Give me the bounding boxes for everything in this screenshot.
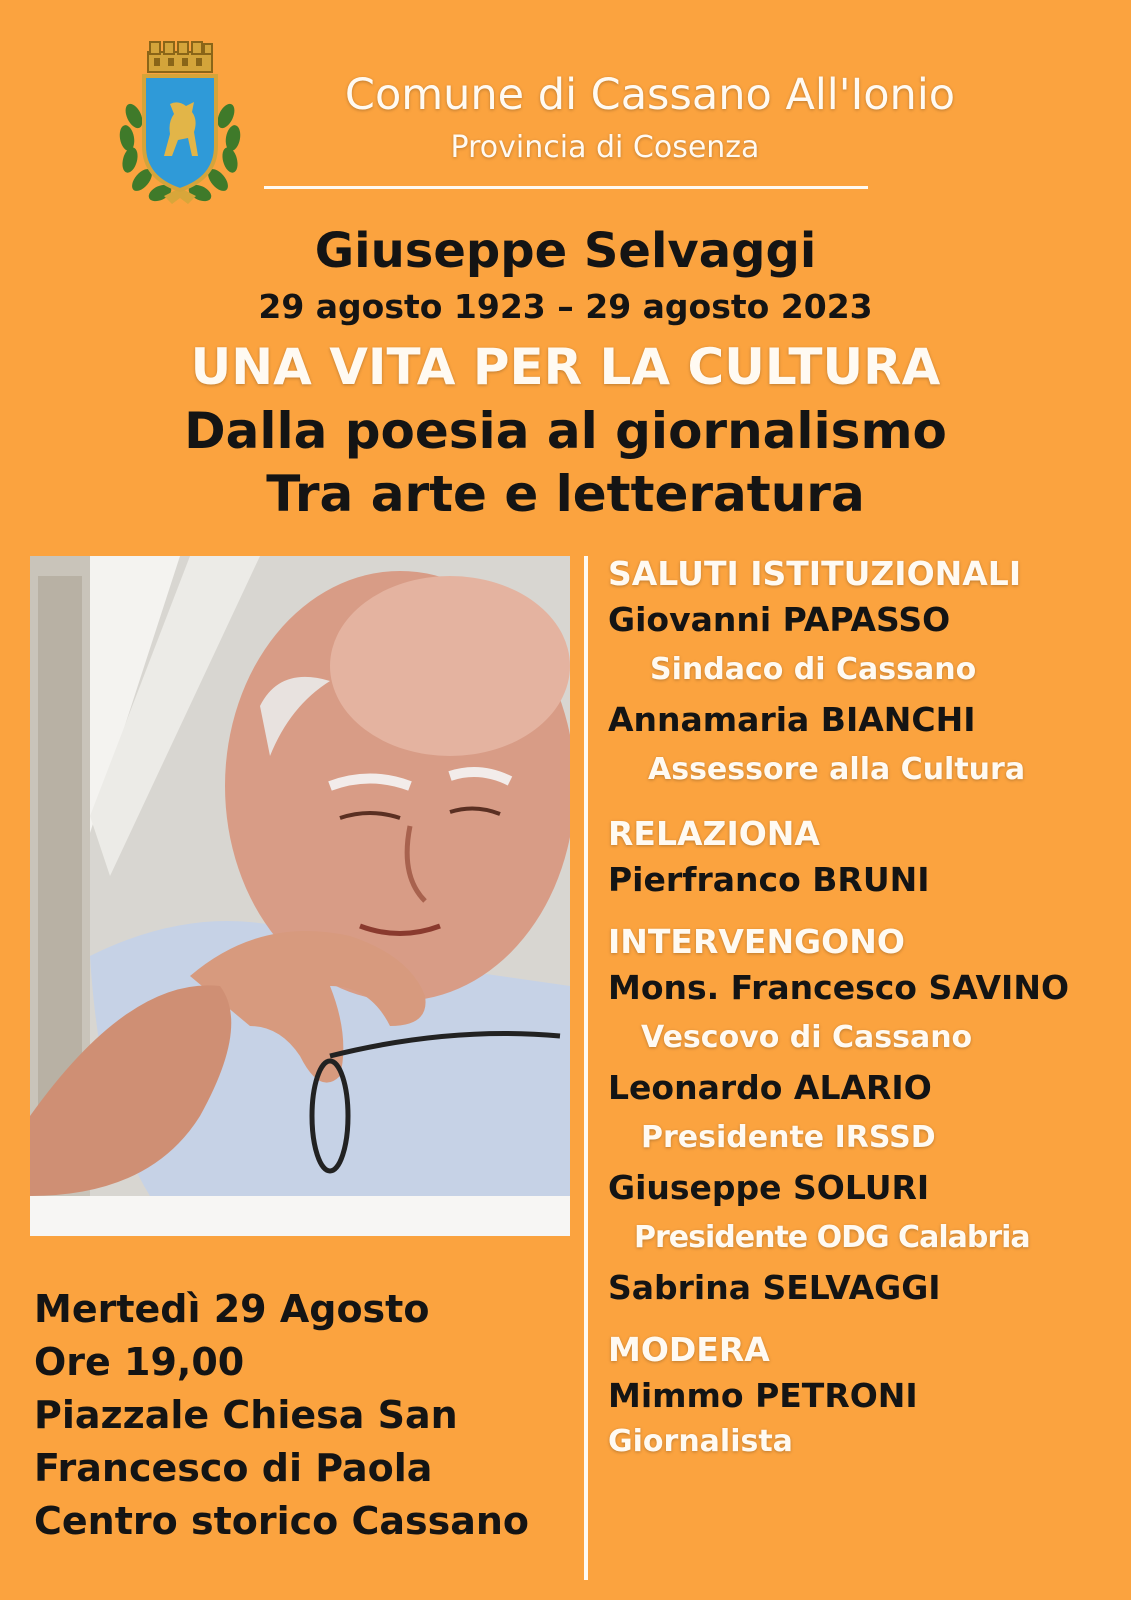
event-headline: UNA VITA PER LA CULTURA <box>190 338 941 396</box>
speaker-role: Sindaco di Cassano <box>650 652 977 687</box>
speaker-name: Leonardo ALARIO <box>608 1068 932 1107</box>
municipality-name: Comune di Cassano All'Ionio <box>344 70 956 120</box>
section-title-speakers: INTERVENGONO <box>608 922 905 961</box>
province-name: Provincia di Cosenza <box>450 130 760 165</box>
event-time: Ore 19,00 <box>34 1340 245 1384</box>
speaker-name: Annamaria BIANCHI <box>608 700 976 739</box>
speaker-role: Giornalista <box>608 1424 793 1459</box>
event-place-line-3: Centro storico Cassano <box>34 1499 530 1543</box>
speaker-role: Vescovo di Cassano <box>641 1020 973 1055</box>
column-divider <box>584 556 588 1580</box>
speaker-name: Giuseppe SOLURI <box>608 1168 930 1207</box>
speaker-name: Mimmo PETRONI <box>608 1376 918 1415</box>
event-details <box>34 1283 594 1548</box>
honoree-name: Giuseppe Selvaggi <box>314 223 817 279</box>
speaker-name: Mons. Francesco SAVINO <box>608 968 1070 1007</box>
commemoration-dates: 29 agosto 1923 – 29 agosto 2023 <box>258 287 873 326</box>
speaker-name: Giovanni PAPASSO <box>608 600 951 639</box>
speaker-role: Presidente ODG Calabria <box>634 1220 1030 1255</box>
portrait-photo <box>30 556 570 1236</box>
coat-of-arms-icon <box>112 38 248 208</box>
header-divider <box>264 186 868 189</box>
speaker-role: Presidente IRSSD <box>641 1120 936 1155</box>
speaker-role: Assessore alla Cultura <box>648 752 1026 787</box>
program-list <box>608 552 1123 1464</box>
speaker-name: Pierfranco BRUNI <box>608 860 930 899</box>
section-title-report: RELAZIONA <box>608 814 820 853</box>
event-place-line-1: Piazzale Chiesa San <box>34 1393 458 1437</box>
speaker-name: Sabrina SELVAGGI <box>608 1268 941 1307</box>
event-day: Mertedì 29 Agosto <box>34 1287 430 1331</box>
event-place-line-2: Francesco di Paola <box>34 1446 433 1490</box>
section-title-moderator: MODERA <box>608 1330 770 1369</box>
event-subtitle-1: Dalla poesia al giornalismo <box>184 402 947 460</box>
event-subtitle-2: Tra arte e letteratura <box>266 465 865 523</box>
section-title-greetings: SALUTI ISTITUZIONALI <box>608 554 1022 593</box>
